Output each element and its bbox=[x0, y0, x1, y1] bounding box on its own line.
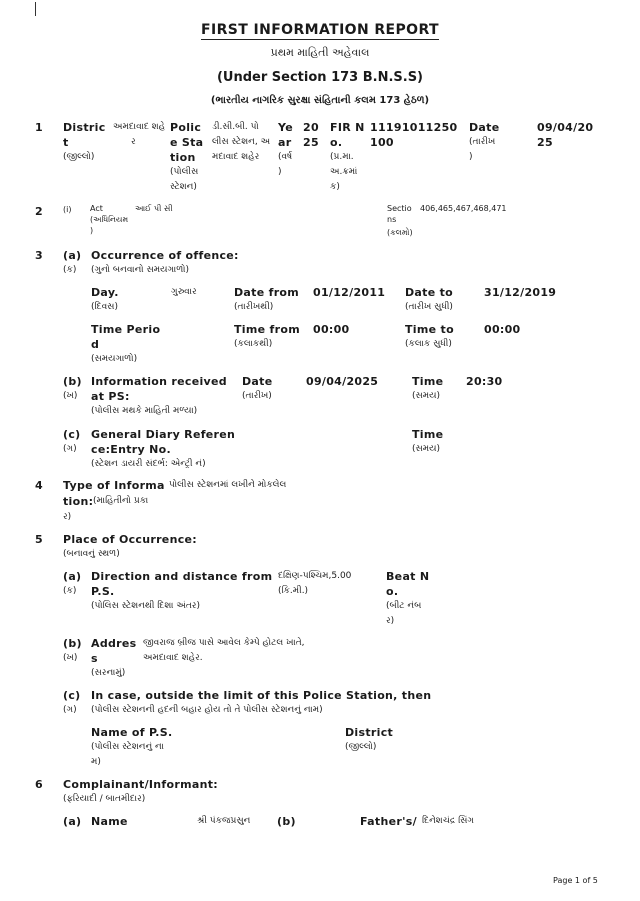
outside-district-label: District bbox=[345, 726, 394, 739]
info-type-label: tion: bbox=[63, 495, 94, 508]
date-to-value: 31/12/2019 bbox=[484, 286, 557, 299]
date-to-label-gujarati: (તારીખ સુધી) bbox=[405, 302, 453, 312]
sub-index: (a) bbox=[63, 815, 82, 828]
district-label: t bbox=[63, 136, 69, 149]
police-station-value: ડી.સી.બી. પો bbox=[212, 122, 259, 132]
police-station-label-gujarati: (પોલીસ bbox=[170, 167, 199, 177]
act-value: આઈ પી સી bbox=[135, 204, 173, 213]
beat-no-label-gujarati: ર) bbox=[386, 616, 395, 626]
section-number: 6 bbox=[35, 778, 43, 791]
act-label: Act bbox=[90, 204, 103, 213]
sub-index-gujarati: (ગ) bbox=[63, 444, 77, 454]
direction-distance-label: P.S. bbox=[91, 585, 115, 598]
report-title-gujarati: પ્રથમ માહિતી અહેવાલ bbox=[270, 46, 370, 59]
time-from-label: Time from bbox=[234, 323, 300, 336]
occurrence-heading-gujarati: (ગુનો બનવાનો સમયગાળો) bbox=[91, 265, 190, 275]
info-time-label-gujarati: (સમય) bbox=[412, 391, 441, 401]
date-label-gujarati: ) bbox=[469, 152, 473, 162]
act-label-gujarati: (અધિનિયમ bbox=[90, 215, 129, 224]
general-diary-label: ce:Entry No. bbox=[91, 443, 171, 456]
fir-number-label-gujarati: અ.ક્રમાં bbox=[330, 167, 358, 177]
address-label-gujarati: (સરનામું) bbox=[91, 668, 126, 678]
occurrence-heading: Occurrence of offence: bbox=[91, 249, 239, 262]
sub-index-gujarati: (ક) bbox=[63, 586, 77, 596]
sub-index: (a) bbox=[63, 570, 82, 583]
section-number: 2 bbox=[35, 205, 43, 218]
fir-number-value: 100 bbox=[370, 136, 394, 149]
year-label-gujarati: (વર્ષ bbox=[278, 152, 293, 162]
fir-number-label-gujarati: (પ્ર.મા. bbox=[330, 152, 354, 162]
address-value: અમદાવાદ શહેર. bbox=[143, 653, 203, 663]
police-station-label: Polic bbox=[170, 121, 202, 134]
year-label: Ye bbox=[278, 121, 294, 134]
info-date-label-gujarati: (તારીખ) bbox=[242, 391, 272, 401]
date-value: 25 bbox=[537, 136, 553, 149]
ps-name-label-gujarati: મ) bbox=[91, 757, 101, 767]
info-received-label-gujarati: (પોલીસ મથકે માહિતી મળ્યા) bbox=[91, 406, 198, 416]
beat-no-label: o. bbox=[386, 585, 399, 598]
time-to-label: Time to bbox=[405, 323, 454, 336]
section-number: 4 bbox=[35, 479, 43, 492]
section-number: 3 bbox=[35, 249, 43, 262]
year-label-gujarati: ) bbox=[278, 167, 282, 177]
district-value: ર bbox=[131, 137, 136, 147]
time-to-value: 00:00 bbox=[484, 323, 521, 336]
report-section-gujarati: (ભારતીય નાગરિક સુરક્ષા સંહિતાની કલમ 173 હેઠળ) bbox=[210, 95, 430, 106]
info-time-label: Time bbox=[412, 375, 444, 388]
date-to-label: Date to bbox=[405, 286, 454, 299]
act-label-gujarati: ) bbox=[90, 226, 94, 235]
fir-number-value: 11191011250 bbox=[370, 121, 458, 134]
day-label: Day. bbox=[91, 286, 119, 299]
police-station-value: મદાવાદ શહેર bbox=[212, 152, 260, 162]
ps-name-label: Name of P.S. bbox=[91, 726, 173, 739]
time-to-label-gujarati: (કલાક સુધી) bbox=[405, 339, 452, 349]
info-received-label: Information received bbox=[91, 375, 227, 388]
police-station-label-gujarati: સ્ટેશન) bbox=[170, 182, 197, 192]
address-label: Addres bbox=[91, 637, 137, 650]
complainant-heading-gujarati: (ફરિયાદી / બાતમીદાર) bbox=[63, 794, 146, 804]
address-label: s bbox=[91, 652, 98, 665]
fir-number-label-gujarati: ક) bbox=[330, 182, 340, 192]
general-diary-label-gujarati: (સ્ટેશન ડાયરી સંદર્ભ: એન્ટ્રી નં) bbox=[91, 459, 206, 469]
year-label: ar bbox=[278, 136, 292, 149]
date-label-gujarati: (તારીખ bbox=[469, 137, 496, 147]
day-value: ગુરુવાર bbox=[171, 287, 197, 297]
info-date-label: Date bbox=[242, 375, 273, 388]
direction-distance-label: Direction and distance from bbox=[91, 570, 273, 583]
address-value: જીવરાજ બ્રીજ પાસે આવેલ કેમ્પે હોટલ ખાતે, bbox=[143, 638, 305, 648]
place-heading-gujarati: (બનાવનું સ્થળ) bbox=[63, 549, 120, 559]
father-label: Father's/ bbox=[360, 815, 417, 828]
name-value: શ્રી પંકજપ્રસુન bbox=[197, 816, 251, 826]
outside-limit-label: In case, outside the limit of this Police Station, then bbox=[91, 689, 432, 702]
info-type-label-gujarati: ર) bbox=[63, 512, 72, 522]
time-period-label: Time Perio bbox=[91, 323, 161, 336]
sub-index-gujarati: (ક) bbox=[63, 265, 77, 275]
info-time-value: 20:30 bbox=[466, 375, 503, 388]
time-from-value: 00:00 bbox=[313, 323, 350, 336]
page-number: Page 1 of 5 bbox=[553, 876, 598, 885]
sub-index: (b) bbox=[277, 815, 296, 828]
fir-number-label: FIR N bbox=[330, 121, 365, 134]
gd-time-label: Time bbox=[412, 428, 444, 441]
place-heading: Place of Occurrence: bbox=[63, 533, 197, 546]
sections-label: Sectio bbox=[387, 204, 412, 213]
direction-distance-value: દક્ષિણ-પશ્ચિમ,5.00 bbox=[278, 571, 352, 581]
time-period-label-gujarati: (સમયગાળો) bbox=[91, 354, 138, 364]
ps-name-label-gujarati: (પોલીસ સ્ટેશનનું ના bbox=[91, 742, 164, 752]
outside-district-label-gujarati: (જીલ્લો) bbox=[345, 742, 377, 752]
direction-distance-label-gujarati: (પોલિસ સ્ટેશનથી દિશા અંતર) bbox=[91, 601, 200, 611]
sub-index-gujarati: (ખ) bbox=[63, 653, 78, 663]
gd-time-label-gujarati: (સમય) bbox=[412, 444, 441, 454]
district-label-gujarati: (જીલ્લો) bbox=[63, 152, 95, 162]
sub-index: (c) bbox=[63, 689, 81, 702]
year-value: 20 bbox=[303, 121, 319, 134]
act-index: (i) bbox=[63, 205, 72, 214]
district-label: Distric bbox=[63, 121, 106, 134]
sub-index: (b) bbox=[63, 637, 82, 650]
name-label: Name bbox=[91, 815, 128, 828]
info-type-value: પોલીસ સ્ટેશનમાં લખીને મોકલેલ bbox=[169, 480, 287, 490]
complainant-heading: Complainant/Informant: bbox=[63, 778, 218, 791]
sub-index: (b) bbox=[63, 375, 82, 388]
father-value: દિનેશચંદ્ર સિંગ bbox=[422, 816, 474, 826]
sub-index-gujarati: (ગ) bbox=[63, 705, 77, 715]
sections-label-gujarati: (કલમો) bbox=[387, 228, 413, 237]
police-station-label: e Sta bbox=[170, 136, 204, 149]
time-from-label-gujarati: (કલાકથી) bbox=[234, 339, 273, 349]
beat-no-label: Beat N bbox=[386, 570, 430, 583]
report-title: FIRST INFORMATION REPORT bbox=[201, 22, 439, 38]
time-period-label: d bbox=[91, 338, 100, 351]
day-label-gujarati: (દિવસ) bbox=[91, 302, 118, 312]
outside-limit-label-gujarati: (પોલીસ સ્ટેશનની હદની બહાર હોય તો તે પોલીસ સ્ટેશનનું નામ) bbox=[91, 705, 323, 715]
info-type-label: Type of Informa bbox=[63, 479, 165, 492]
sub-index: (a) bbox=[63, 249, 82, 262]
sections-value: 406,465,467,468,471 bbox=[420, 204, 507, 213]
date-value: 09/04/20 bbox=[537, 121, 594, 134]
police-station-label: tion bbox=[170, 151, 196, 164]
info-date-value: 09/04/2025 bbox=[306, 375, 379, 388]
sections-label: ns bbox=[387, 215, 397, 224]
section-number: 5 bbox=[35, 533, 43, 546]
police-station-value: લીસ સ્ટેશન, અ bbox=[212, 137, 271, 147]
info-type-label-gujarati: (માહિતીનો પ્રકા bbox=[93, 496, 149, 506]
fir-number-label: o. bbox=[330, 136, 343, 149]
report-section: (Under Section 173 B.N.S.S) bbox=[216, 70, 423, 85]
date-from-value: 01/12/2011 bbox=[313, 286, 386, 299]
beat-no-label-gujarati: (બીટ નંબ bbox=[386, 601, 422, 611]
date-from-label-gujarati: (તારીખથી) bbox=[234, 302, 274, 312]
section-number: 1 bbox=[35, 121, 43, 134]
sub-index: (c) bbox=[63, 428, 81, 441]
info-received-label: at PS: bbox=[91, 390, 130, 403]
general-diary-label: General Diary Referen bbox=[91, 428, 236, 441]
year-value: 25 bbox=[303, 136, 319, 149]
district-value: અમદાવાદ શહે bbox=[113, 122, 166, 132]
text-cursor bbox=[35, 2, 36, 16]
date-label: Date bbox=[469, 121, 500, 134]
direction-distance-unit: (કિ.મી.) bbox=[278, 586, 309, 596]
date-from-label: Date from bbox=[234, 286, 300, 299]
sub-index-gujarati: (ખ) bbox=[63, 391, 78, 401]
